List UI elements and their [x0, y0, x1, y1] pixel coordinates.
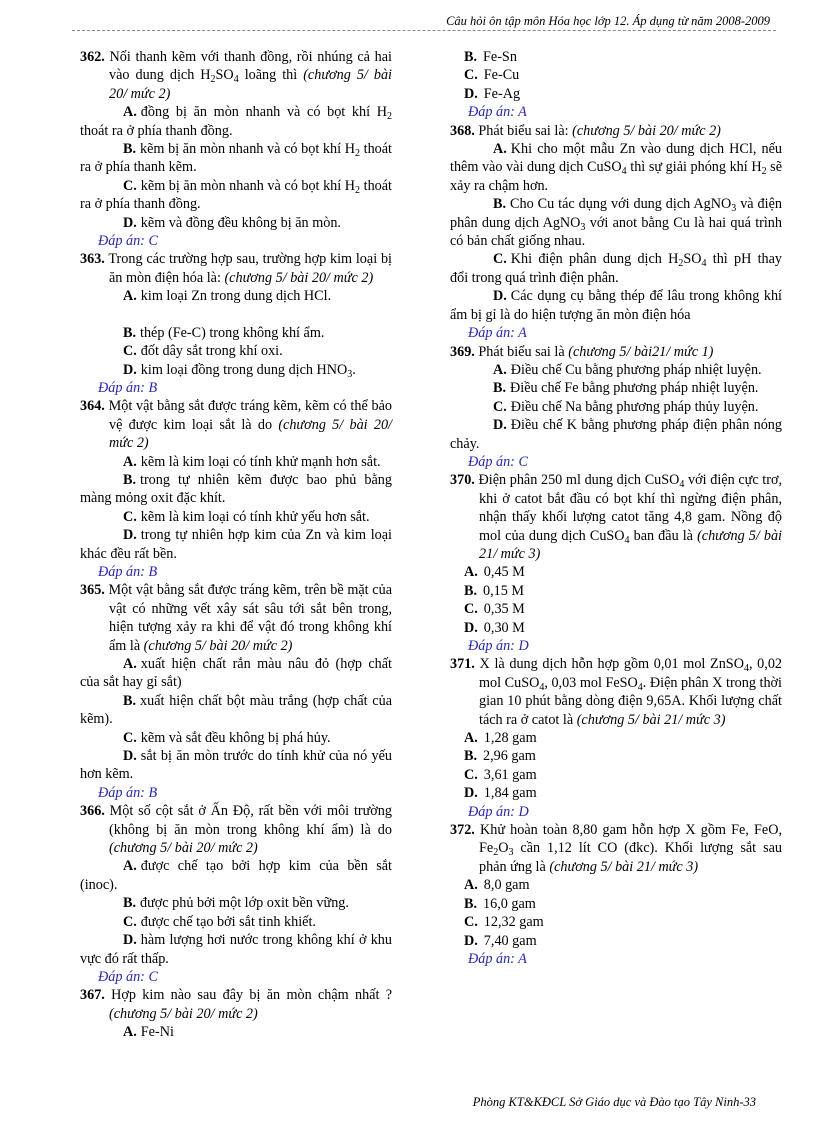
right-column [450, 48, 782, 968]
answer-key: Đáp án: A [468, 325, 527, 342]
option-d: D. 0,30 M [464, 619, 525, 636]
option-d: D. Fe-Ag [464, 85, 521, 102]
question-number: 370. [450, 472, 475, 489]
option-a: A. 0,45 M [464, 564, 525, 581]
answer-key: Đáp án: C [468, 453, 528, 470]
option-c: C. Khi điện phân dung dịch $H_2SO_4$ thì pH thay đổi trong quá trình điện phân. [450, 251, 782, 286]
question-number: 364. [80, 398, 105, 415]
answer-key: Đáp án: C [98, 968, 158, 985]
option-c: C. 0,35 M [464, 601, 525, 618]
option-a: A. 8,0 gam [464, 877, 530, 894]
question-reference: (chương 5/ bài 20/ mức 2) [109, 67, 392, 102]
page-header: Câu hỏi ôn tập môn Hóa học lớp 12. Áp dụng từ năm 2008-2009 [446, 14, 770, 28]
option-c: C. Fe-Cu [464, 67, 520, 84]
option-c: C. được chế tạo bởi sắt tinh khiết. [123, 913, 316, 930]
option-b: B. 2,96 gam [464, 748, 536, 765]
answer-key: Đáp án: B [98, 379, 158, 396]
question-number: 362. [80, 49, 105, 65]
option-d: D. Điều chế K bằng phương pháp điện phân nóng chảy. [450, 417, 782, 452]
option-c: C. 3,61 gam [464, 766, 537, 783]
option-a: A. Khi cho một mẫu Zn vào dung dịch HCl, nếu thêm vào vài dung dịch CuSO$_4$ thì sự giải phóng khí $H_2$ sẽ xảy ra chậm hơn. [450, 141, 782, 194]
option-b: B. Điều chế Fe bằng phương pháp nhiệt luyện. [493, 380, 759, 397]
question-number: 367. [80, 987, 105, 1004]
question-reference: (chương 5/ bài21/ mức 1) [568, 343, 714, 360]
option-c: C. kẽm bị ăn mòn nhanh và có bọt khí $H_2$ thoát ra ở phía thanh đồng. [80, 177, 392, 213]
question-reference: (chương 5/ bài 21/ mức 3) [549, 858, 699, 875]
option-b: B. Cho Cu tác dụng với dung dịch AgNO$_3$ và điện phân dung dịch AgNO$_3$ với anot bằng Cu là hai quá trình có bản chất giống nhau. [450, 196, 782, 250]
left-column [80, 48, 392, 1042]
question-number: 368. [450, 122, 475, 139]
option-b: B. 0,15 M [464, 582, 525, 599]
option-a: A. 1,28 gam [464, 730, 537, 747]
option-b: B. được phủ bởi một lớp oxit bền vững. [123, 895, 349, 912]
question-number: 371. [450, 656, 475, 673]
answer-key: Đáp án: D [468, 638, 529, 654]
option-c: C. đốt dây sắt trong khí oxi. [123, 343, 283, 360]
option-b: B. xuất hiện chất bột màu trắng (hợp chất của kẽm). [80, 692, 392, 728]
option-a: A. kẽm là kim loại có tính khử mạnh hơn sắt. [123, 453, 381, 470]
question-reference: (chương 5/ bài 20/ mức 2) [109, 416, 392, 452]
option-c: C. kẽm và sắt đều không bị phá hủy. [123, 729, 331, 746]
question-number: 363. [80, 251, 105, 268]
answer-key: Đáp án: B [98, 563, 158, 580]
option-b: B. Fe-Sn [464, 49, 517, 65]
option-a: A. kim loại Zn trong dung dịch HCl. [123, 288, 332, 305]
option-c: C. kẽm là kim loại có tính khử yếu hơn sắt. [123, 508, 370, 525]
question-367-continued [450, 48, 782, 122]
answer-key: Đáp án: C [98, 233, 158, 250]
option-c: C. Điều chế Na bằng phương pháp thủy luyện. [493, 398, 759, 415]
option-a: A. Điều chế Cu bằng phương pháp nhiệt luyện. [493, 361, 762, 378]
question-reference: (chương 5/ bài 21/ mức 3) [479, 527, 782, 562]
question-366: 366. Một số cột sắt ở Ấn Độ, rất bền với môi trường (không bị ăn mòn trong không khí ẩm) là do (chương 5/ bài 20/ mức 2) A. được chế tạo bởi hợp kim của bền sắt (inoc). B. được phủ bởi một lớp oxit bền vững. C. được chế tạo bởi sắt tinh khiết. D. hàm lượng hơi nước trong không khí ở khu vực đó rất thấp. Đáp án: C [80, 803, 392, 985]
question-number: 369. [450, 343, 475, 360]
option-b: B. trong tự nhiên kẽm được bao phủ bằng màng mỏng oxit đặc khít. [80, 471, 392, 507]
question-reference: (chương 5/ bài 20/ mức 2) [109, 1005, 258, 1022]
option-a: A. đồng bị ăn mòn nhanh và có bọt khí $H_2$ thoát ra ở phía thanh đồng. [80, 104, 392, 139]
question-367: 367. Hợp kim nào sau đây bị ăn mòn chậm nhất ? (chương 5/ bài 20/ mức 2) A. Fe-Ni [80, 987, 393, 1041]
option-b: B. thép (Fe-C) trong không khí ẩm. [123, 324, 325, 341]
header-divider [72, 30, 776, 31]
option-a: A. được chế tạo bởi hợp kim của bền sắt (inoc). [80, 858, 392, 893]
option-d: D. Các dụng cụ bằng thép để lâu trong không khí ẩm bị gỉ là do hiện tượng ăn mòn điện hóa [450, 288, 782, 323]
option-a: A. Fe-Ni [123, 1024, 174, 1041]
answer-key: Đáp án: D [468, 803, 529, 820]
question-number: 372. [450, 822, 475, 839]
question-368: 368. Phát biểu sai là: (chương 5/ bài 20/ mức 2) A. Khi cho một mẫu Zn vào dung dịch HCl, nếu thêm vào vài dung dịch CuSO$_4$ thì sự giải phóng khí $H_2$ sẽ xảy ra chậm hơn. B. Cho Cu tác dụng với dung dịch AgNO$_3$ và điện phân dung dịch AgNO$_3$ với anot bằng Cu là hai quá trình có bản chất giống nhau. C. Khi điện phân dung dịch $H_2SO_4$ thì pH thay đổi trong quá trình điện phân. D. Các dụng cụ bằng thép để lâu trong không khí ẩm bị gỉ là do hiện tượng ăn mòn điện hóa Đáp án: A [450, 122, 782, 342]
question-number: 366. [80, 803, 105, 820]
option-d: D. sắt bị ăn mòn trước do tính khử của nó yếu hơn kẽm. [80, 748, 392, 783]
question-reference: (chương 5/ bài 20/ mức 2) [572, 122, 721, 139]
question-reference: (chương 5/ bài 21/ mức 3) [576, 711, 726, 728]
question-reference: (chương 5/ bài 20/ mức 2) [143, 637, 293, 654]
question-372: 372. Khử hoàn toàn 8,80 gam hỗn hợp X gồm Fe, FeO, $Fe_2O_3$ cần 1,12 lít CO (đkc). Khối lượng sắt sau phản ứng là (chương 5/ bài 21/ mức 3) A. 8,0 gam B. 16,0 gam C. 12,32 gam D. 7,40 gam Đáp án: A [450, 822, 782, 967]
question-370: 370. Điện phân 250 ml dung dịch CuSO$_4$ với điện cực trơ, khi ở catot bắt đầu có bọt khí thì ngừng điện phân, nhận thấy khối lượng catot tăng 4,8 gam. Nồng độ mol của dung dịch CuSO$_4$ ban đầu là (chương 5/ bài 21/ mức 3) A. 0,45 M B. 0,15 M C. 0,35 M D. 0,30 M Đáp án: D [450, 472, 783, 654]
option-d: D. hàm lượng hơi nước trong không khí ở khu vực đó rất thấp. [80, 932, 392, 967]
page-footer: Phòng KT&KĐCL Sở Giáo dục và Đào tạo Tây Ninh-33 [472, 1095, 756, 1109]
question-reference: (chương 5/ bài 20/ mức 2) [224, 269, 374, 286]
question-363: 363. Trong các trường hợp sau, trường hợp kim loại bị ăn mòn điện hóa là: (chương 5/ bài 20/ mức 2) A. kim loại Zn trong dung dịch HCl. B. thép (Fe-C) trong không khí ẩm. C. đốt dây sắt trong khí oxi. D. kim loại đồng trong dung dịch $HNO_3$. Đáp án: B [80, 251, 392, 396]
option-d: D. kẽm và đồng đều không bị ăn mòn. [123, 214, 341, 231]
question-364: 364. Một vật bằng sắt được tráng kẽm, kẽm có thể bảo vệ được kim loại sắt là do (chương 5/ bài 20/ mức 2) A. kẽm là kim loại có tính khử mạnh hơn sắt. B. trong tự nhiên kẽm được bao phủ bằng màng mỏng oxit đặc khít. C. kẽm là kim loại có tính khử yếu hơn sắt. D. trong tự nhiên hợp kim của Zn và kim loại khác đều rất bền. Đáp án: B [80, 398, 392, 580]
option-d: D. 7,40 gam [464, 932, 537, 949]
option-d: D. trong tự nhiên hợp kim của Zn và kim loại khác đều rất bền. [80, 527, 392, 562]
option-b: B. 16,0 gam [464, 895, 536, 912]
answer-key: Đáp án: A [468, 950, 527, 967]
question-365: 365. Một vật bằng sắt được tráng kẽm, trên bề mặt của vật có những vết xây sát sâu tới sắt bên trong, hiện tượng xảy ra khi để vật đó trong không khí ẩm là (chương 5/ bài 20/ mức 2) A. xuất hiện chất rắn màu nâu đỏ (hợp chất của sắt hay gỉ sắt) B. xuất hiện chất bột màu trắng (hợp chất của kẽm). C. kẽm và sắt đều không bị phá hủy. D. sắt bị ăn mòn trước do tính khử của nó yếu hơn kẽm. Đáp án: B [80, 582, 392, 801]
question-reference: (chương 5/ bài 20/ mức 2) [109, 840, 258, 857]
option-d: D. 1,84 gam [464, 785, 537, 802]
answer-key: Đáp án: A [468, 104, 527, 121]
question-362: 362. Nối thanh kẽm với thanh đồng, rồi nhúng cả hai vào dung dịch $H_2SO_4$ loãng thì (chương 5/ bài 20/ mức 2) A. đồng bị ăn mòn nhanh và có bọt khí $H_2$ thoát ra ở phía thanh đồng. B. kẽm bị ăn mòn nhanh và có bọt khí $H_2$ thoát ra ở phía thanh kẽm. C. kẽm bị ăn mòn nhanh và có bọt khí $H_2$ thoát ra ở phía thanh đồng. D. kẽm và đồng đều không bị ăn mòn. Đáp án: C [80, 49, 392, 250]
answer-key: Đáp án: B [98, 784, 158, 801]
option-b: B. kẽm bị ăn mòn nhanh và có bọt khí $H_2$ thoát ra ở phía thanh kẽm. [80, 141, 392, 176]
option-c: C. 12,32 gam [464, 914, 544, 931]
question-number: 365. [80, 582, 105, 599]
option-d: D. kim loại đồng trong dung dịch $HNO_3$. [123, 361, 356, 380]
question-369: 369. Phát biểu sai là (chương 5/ bài21/ mức 1) A. Điều chế Cu bằng phương pháp nhiệt luyện. B. Điều chế Fe bằng phương pháp nhiệt luyện. C. Điều chế Na bằng phương pháp thủy luyện. D. Điều chế K bằng phương pháp điện phân nóng chảy. Đáp án: C [450, 343, 782, 470]
question-371: 371. X là dung dịch hỗn hợp gồm 0,01 mol ZnSO$_4$, 0,02 mol CuSO$_4$, 0,03 mol FeSO$_4$. Điện phân X trong thời gian 10 phút bằng dòng điện 9,65A. Khối lượng chất tách ra ở catot là (chương 5/ bài 21/ mức 3) A. 1,28 gam B. 2,96 gam C. 3,61 gam D. 1,84 gam Đáp án: D [450, 656, 783, 820]
option-a: A. xuất hiện chất rắn màu nâu đỏ (hợp chất của sắt hay gỉ sắt) [80, 656, 392, 691]
